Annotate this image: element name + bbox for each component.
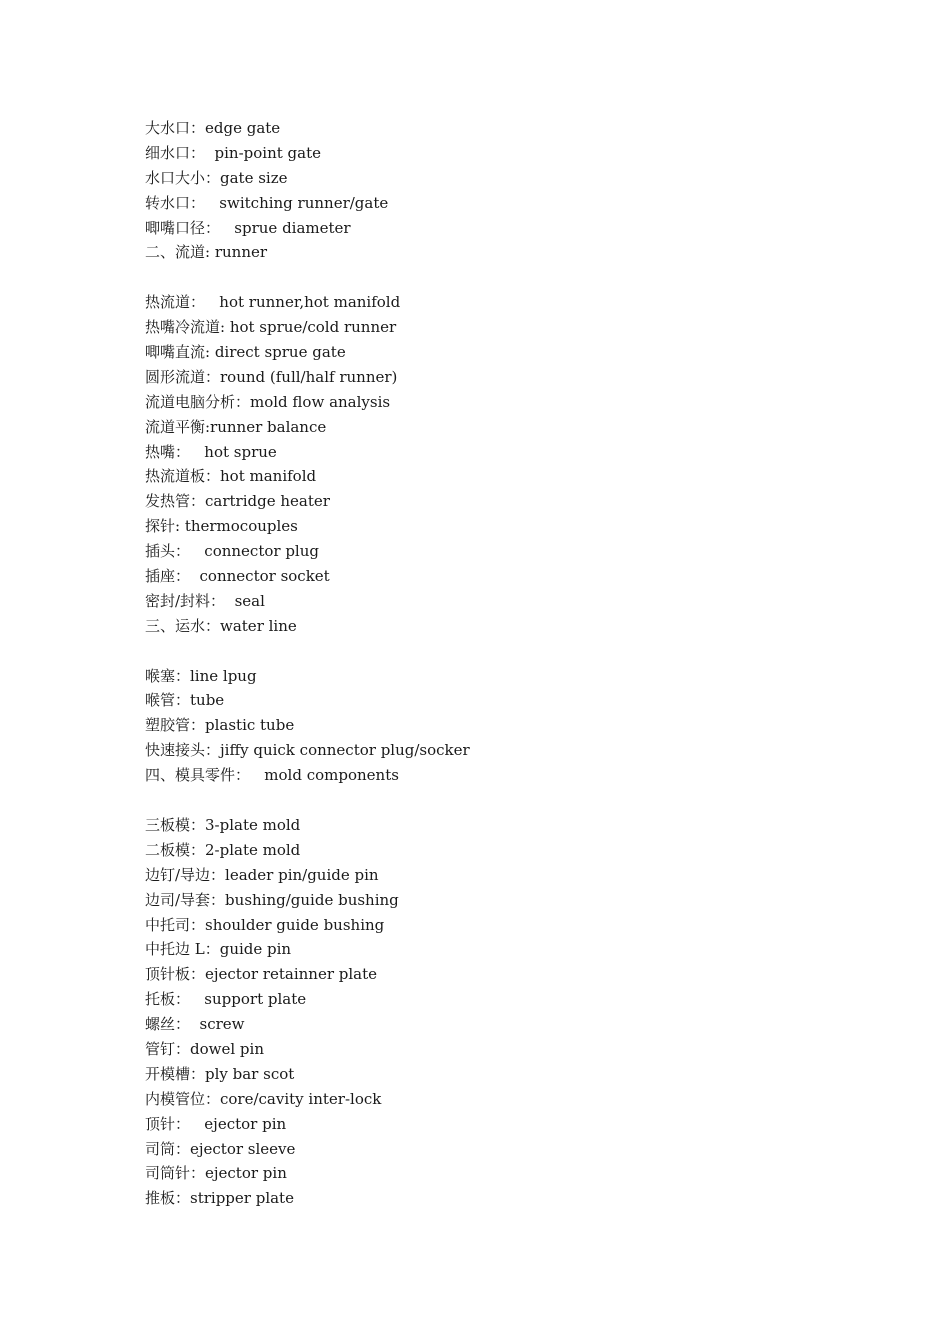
glossary-entry: 中托司：shoulder guide bushing xyxy=(145,915,385,934)
glossary-entry: 螺丝： screw xyxy=(145,1015,245,1034)
glossary-entry: 喉管：tube xyxy=(145,691,225,710)
glossary-entry: 推板：stripper plate xyxy=(145,1189,294,1208)
glossary-entry: 四、模具零件： mold components xyxy=(145,766,399,785)
blank-line xyxy=(145,265,845,290)
glossary-entry: 水口大小：gate size xyxy=(145,168,288,187)
glossary-entry: 发热管：cartridge heater xyxy=(145,492,330,511)
blank-line xyxy=(145,788,845,813)
glossary-entry: 塑胶管：plastic tube xyxy=(145,716,295,735)
glossary-entry: 司筒针：ejector pin xyxy=(145,1164,287,1183)
glossary-entry: 顶针： ejector pin xyxy=(145,1114,287,1133)
glossary-entry: 插头： connector plug xyxy=(145,542,319,561)
glossary-entry: 快速接头：jiffy quick connector plug/socker xyxy=(145,741,470,760)
glossary-entry: 圆形流道：round (full/half runner) xyxy=(145,367,398,386)
glossary-entry: 边司/导套：bushing/guide bushing xyxy=(145,890,399,909)
glossary-entry: 三板模：3-plate mold xyxy=(145,815,301,834)
blank-line xyxy=(145,639,845,664)
glossary-entry: 开模槽：ply bar scot xyxy=(145,1064,295,1083)
glossary-entry: 中托边 L：guide pin xyxy=(145,940,292,959)
glossary-entry: 二板模：2-plate mold xyxy=(145,840,301,859)
glossary-entry: 三、运水：water line xyxy=(145,616,297,635)
glossary-list xyxy=(145,116,845,1211)
glossary-entry: 转水口： switching runner/gate xyxy=(145,193,389,212)
glossary-entry: 热嘴冷流道: hot sprue/cold runner xyxy=(145,318,397,337)
glossary-entry: 内模管位：core/cavity inter-lock xyxy=(145,1089,382,1108)
glossary-entry: 托板： support plate xyxy=(145,990,307,1009)
glossary-entry: 大水口：edge gate xyxy=(145,119,281,137)
glossary-entry: 二、流道: runner xyxy=(145,243,268,262)
glossary-entry: 喉塞：line lpug xyxy=(145,666,257,685)
glossary-entry: 边钉/导边：leader pin/guide pin xyxy=(145,865,379,884)
glossary-entry: 管钉：dowel pin xyxy=(145,1039,264,1058)
glossary-entry: 流道平衡:runner balance xyxy=(145,417,327,436)
glossary-entry: 热嘴： hot sprue xyxy=(145,442,277,461)
glossary-entry: 热流道板：hot manifold xyxy=(145,467,317,486)
glossary-entry: 探针: thermocouples xyxy=(145,517,298,536)
glossary-entry: 细水口： pin-point gate xyxy=(145,143,322,162)
glossary-entry: 密封/封料： seal xyxy=(145,591,265,610)
glossary-entry: 唧嘴直流: direct sprue gate xyxy=(145,343,346,362)
glossary-entry: 顶针板：ejector retainner plate xyxy=(145,965,378,984)
glossary-entry: 唧嘴口径： sprue diameter xyxy=(145,218,351,237)
glossary-entry: 流道电脑分析：mold flow analysis xyxy=(145,392,391,411)
glossary-entry: 司筒：ejector sleeve xyxy=(145,1139,296,1158)
glossary-entry: 热流道： hot runner,hot manifold xyxy=(145,293,401,312)
glossary-entry: 插座： connector socket xyxy=(145,567,330,586)
